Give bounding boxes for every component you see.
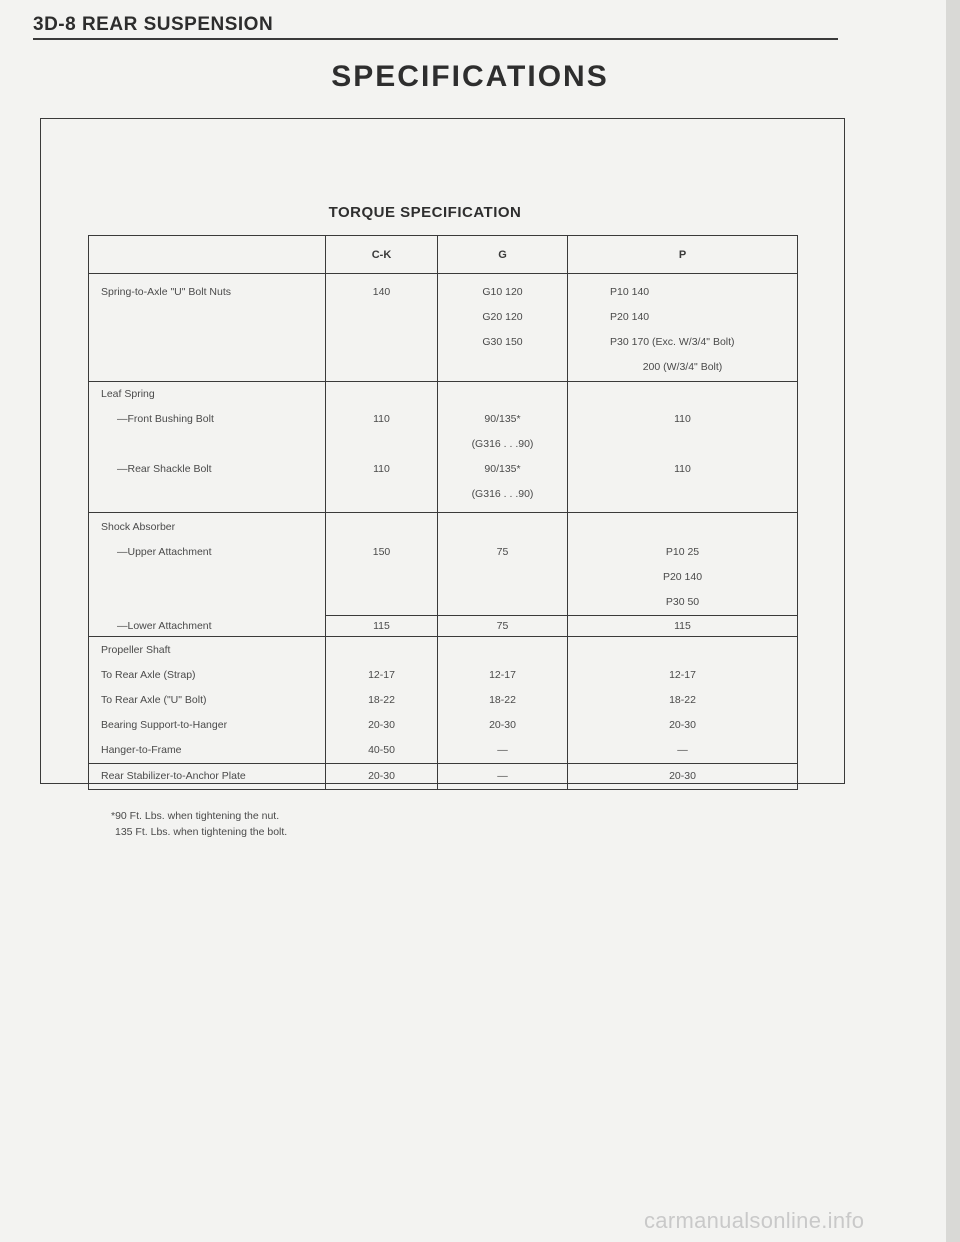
row-group-leaf-spring (89, 382, 798, 513)
row-label: To Rear Axle ("U" Bolt) (101, 694, 207, 706)
cell-g-note: (G316 . . .90) (471, 488, 534, 500)
cell-p: 110 (674, 413, 691, 425)
row-label: Propeller Shaft (101, 644, 171, 656)
header-cell-blank (89, 236, 326, 274)
cell-g: 18-22 (489, 694, 516, 706)
footnote-line: 135 Ft. Lbs. when tightening the bolt. (115, 826, 288, 838)
header-cell-p: P (568, 236, 798, 274)
row-label: Rear Stabilizer-to-Anchor Plate (101, 770, 246, 782)
cell-g: 75 (496, 620, 509, 632)
row-group-spring-axle (89, 274, 798, 382)
cell-p: 20-30 (669, 770, 696, 782)
cell-p: P10 25 (665, 546, 700, 558)
footnote-line: *90 Ft. Lbs. when tightening the nut. (111, 810, 280, 822)
cell-ck: 140 (372, 286, 391, 298)
cell-g: G20 120 (482, 311, 523, 323)
watermark-text: carmanualsonline.info (644, 1208, 865, 1233)
torque-spec-table (88, 235, 798, 790)
row-group-stabilizer (89, 764, 798, 790)
cell-g: 75 (496, 546, 509, 558)
table-title: TORQUE SPECIFICATION (328, 204, 522, 221)
cell-ck: 20-30 (368, 719, 395, 731)
cell-p: 200 (W/3/4" Bolt) (642, 361, 723, 373)
row-label: —Rear Shackle Bolt (117, 463, 212, 475)
cell-g: G10 120 (482, 286, 523, 298)
cell-ck: 110 (373, 413, 390, 425)
page-edge-shadow (946, 0, 960, 1242)
row-group-shock-absorber (89, 513, 798, 637)
cell-ck: 115 (373, 620, 390, 632)
row-label: Bearing Support-to-Hanger (101, 719, 228, 731)
row-label: —Upper Attachment (117, 546, 212, 558)
footnote (111, 808, 287, 840)
cell-p: 115 (674, 620, 691, 632)
header-cell-ck: C-K (326, 236, 438, 274)
row-label: Leaf Spring (101, 388, 155, 400)
row-label: Spring-to-Axle "U" Bolt Nuts (101, 286, 231, 298)
cell-ck: 20-30 (368, 770, 395, 782)
row-label: —Lower Attachment (117, 619, 212, 632)
cell-p: P10 140 (610, 286, 650, 298)
cell-p: P30 50 (665, 596, 700, 608)
cell-g: 90/135* (484, 413, 521, 425)
cell-p: P30 170 (Exc. W/3/4" Bolt) (610, 336, 735, 348)
table-row (89, 616, 798, 637)
row-label: —Front Bushing Bolt (117, 413, 214, 425)
cell-ck: 40-50 (368, 744, 395, 756)
cell-ck: 12-17 (368, 669, 395, 681)
section-header: 3D-8 REAR SUSPENSION (33, 14, 274, 35)
row-group-propeller-shaft (89, 637, 798, 764)
header-cell-g: G (438, 236, 568, 274)
cell-p: 18-22 (669, 694, 696, 706)
table-header-row (89, 236, 798, 274)
table-row (89, 764, 798, 790)
cell-g: G30 150 (482, 336, 523, 348)
table-row (89, 274, 798, 382)
cell-g: — (497, 770, 508, 782)
cell-g: 20-30 (489, 719, 516, 731)
row-label: Shock Absorber (101, 521, 176, 533)
cell-g: — (497, 744, 508, 756)
page-title: SPECIFICATIONS (331, 60, 609, 93)
table-row (89, 382, 798, 513)
cell-ck: 150 (372, 546, 391, 558)
cell-p: P20 140 (610, 311, 650, 323)
table-row (89, 637, 798, 764)
cell-p: 20-30 (669, 719, 696, 731)
row-label: To Rear Axle (Strap) (101, 669, 196, 681)
cell-g: 12-17 (489, 669, 516, 681)
cell-p: P20 140 (662, 571, 703, 583)
cell-p: 110 (674, 463, 691, 475)
table-row (89, 513, 798, 616)
cell-p: — (677, 744, 688, 756)
row-label: Hanger-to-Frame (101, 744, 182, 756)
cell-p: 12-17 (669, 669, 696, 681)
cell-ck: 110 (373, 463, 390, 475)
cell-g-note: (G316 . . .90) (471, 438, 534, 450)
header-rule (33, 38, 838, 40)
cell-ck: 18-22 (368, 694, 395, 706)
cell-g: 90/135* (484, 463, 521, 475)
